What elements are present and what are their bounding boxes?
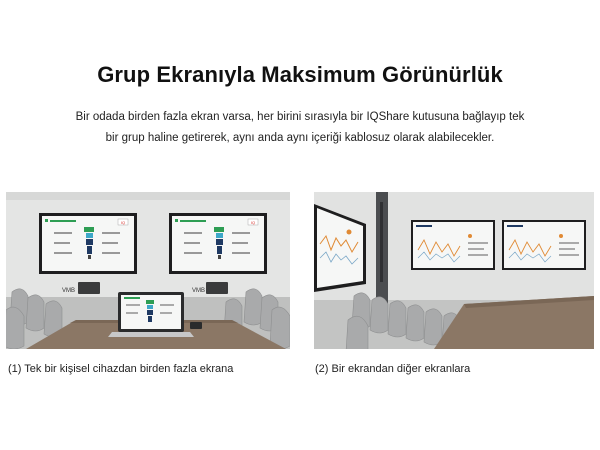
right-wall-display <box>169 213 267 274</box>
panel-brand-label: VMB <box>62 288 76 294</box>
description-line-2: bir grup haline getirerek, aynı anda aynı içeriği kablosuz olarak alabilecekler. <box>105 132 495 144</box>
left-wall-display <box>39 213 137 274</box>
screen-logo: IQ <box>120 220 126 225</box>
meeting-room-photo-1 <box>6 192 290 349</box>
panel-brand-label: VMB <box>192 288 206 294</box>
screen-logo: IQ <box>250 220 256 225</box>
center-wall-display <box>411 220 495 270</box>
image-caption-1: (1) Tek bir kişisel cihazdan birden fazla ekrana <box>8 363 234 375</box>
meeting-room-photo-2 <box>314 192 594 349</box>
laptop <box>108 292 194 337</box>
page-title: Grup Ekranıyla Maksimum Görünürlük <box>97 62 503 87</box>
right-wall-display-2 <box>502 220 586 270</box>
description-line-1: Bir odada birden fazla ekran varsa, her birini sırasıyla bir IQShare kutusuna bağlayıp tek <box>75 111 525 123</box>
image-caption-2: (2) Bir ekrandan diğer ekranlara <box>315 363 471 375</box>
